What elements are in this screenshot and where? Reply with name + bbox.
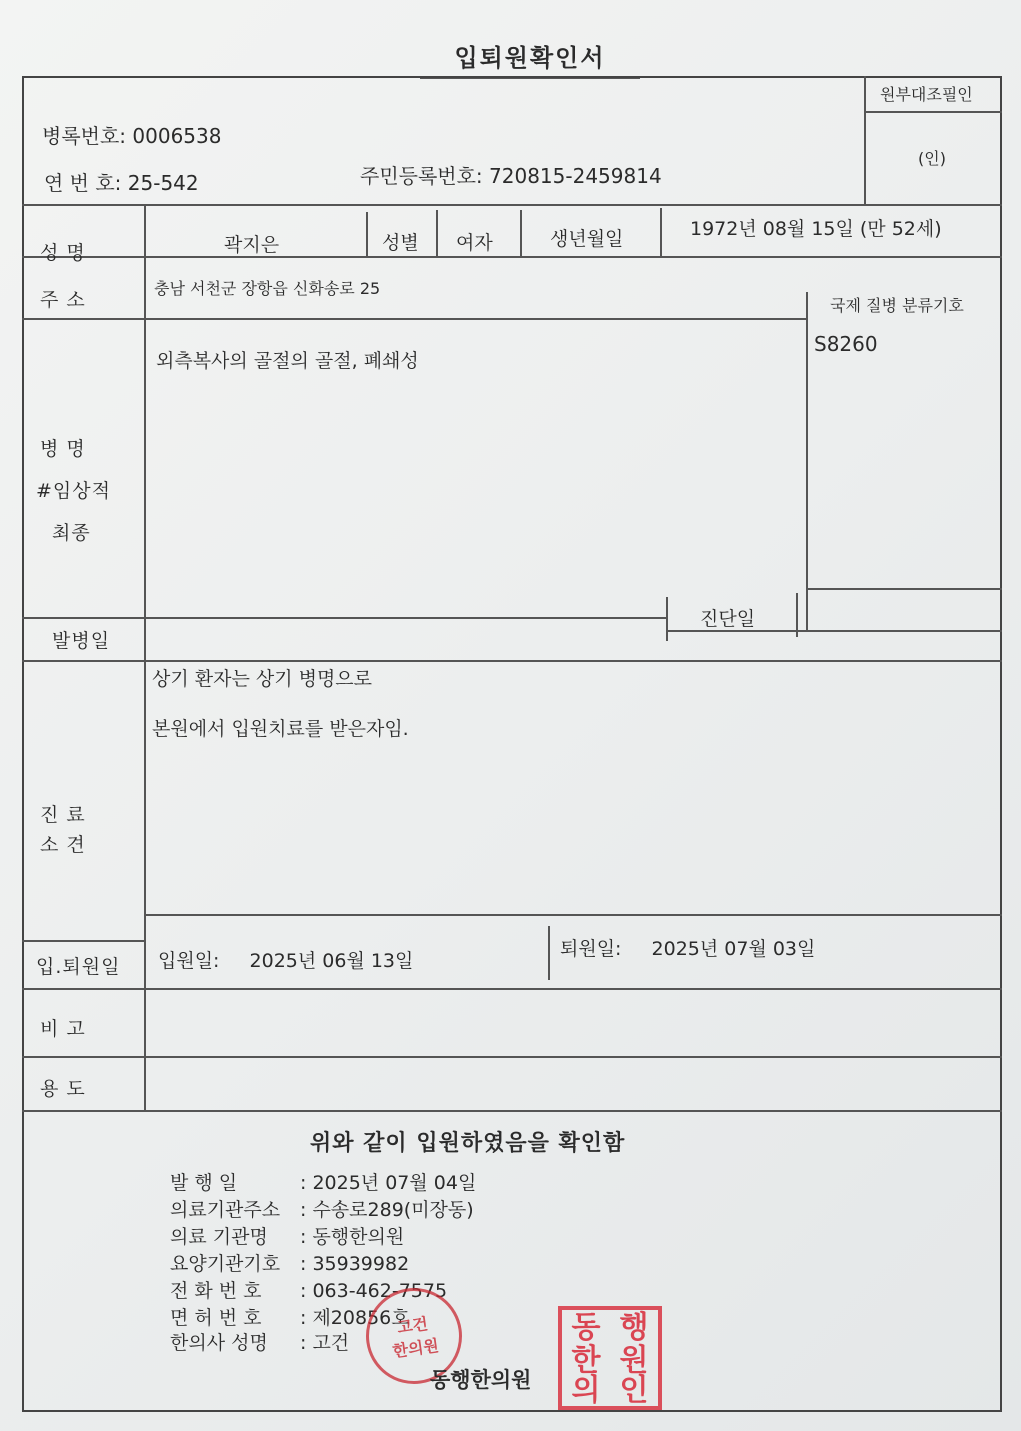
issuer-row-value: 고건 [312, 1332, 350, 1354]
address-value: 충남 서천군 장항읍 신화송로 25 [154, 279, 381, 298]
issuer-row-6: 한의사 성명 : 고건 [170, 1328, 349, 1355]
confirmation-statement: 위와 같이 입원하였음을 확인함 [310, 1131, 626, 1156]
record-number-value: 0006538 [132, 124, 222, 148]
serial-number [44, 167, 199, 196]
admit-value: 2025년 06월 13일 [249, 950, 414, 972]
stamp-box-mark: (인) [918, 149, 946, 168]
issuer-row-label: 면 허 번 호 [170, 1307, 262, 1329]
icd-label: 국제 질병 분류기호 [830, 296, 964, 315]
doctor-seal: 고건 한의원 [360, 1282, 468, 1390]
diagnosis-date-label: 진단일 [700, 608, 756, 630]
opinion-label-2: 소 견 [40, 834, 86, 856]
dob-label: 생년월일 [550, 228, 624, 250]
discharge-value: 2025년 07월 03일 [651, 938, 816, 960]
icd-value: S8260 [814, 332, 878, 356]
issuer-row-1: 의료기관주소 : 수송로289(미장동) [170, 1195, 474, 1222]
issuer-row-label: 발 행 일 [170, 1172, 238, 1194]
issuer-row-label: 의료 기관명 [170, 1226, 268, 1248]
opinion-label-1: 진 료 [40, 804, 86, 826]
issuer-row-3: 요양기관기호 : 35939982 [170, 1249, 409, 1276]
issuer-row-5: 면 허 번 호 : 제20856호 [170, 1303, 410, 1330]
discharge-label: 퇴원일: [560, 938, 622, 960]
issuer-row-value: 제20856호 [312, 1307, 410, 1329]
sex-label: 성별 [382, 232, 419, 254]
issuer-row-2: 의료 기관명 : 동행한의원 [170, 1222, 404, 1249]
remarks-label: 비 고 [40, 1018, 86, 1040]
stay-label: 입.퇴원일 [36, 956, 121, 978]
issuer-row-label: 요양기관기호 [170, 1253, 281, 1275]
issuer-row-label: 전 화 번 호 [170, 1280, 262, 1302]
issuer-row-label: 한의사 성명 [170, 1332, 268, 1354]
issuer-row-0: 발 행 일 : 2025년 07월 04일 [170, 1168, 476, 1195]
resident-number-value: 720815-2459814 [489, 164, 662, 188]
record-number-label: 병록번호: [42, 124, 127, 148]
diagnosis-label: 병 명 [40, 438, 86, 460]
issuer-row-4: 전 화 번 호 : 063-462-7575 [170, 1276, 447, 1303]
sex-value: 여자 [456, 232, 493, 254]
name-label: 성 명 [40, 242, 86, 264]
diagnosis-value: 외측복사의 골절의 골절, 폐쇄성 [156, 350, 419, 372]
diagnosis-final-label: 최종 [52, 522, 91, 544]
discharge-date [560, 934, 815, 961]
document-title: 입퇴원확인서 [420, 38, 640, 79]
opinion-line-2: 본원에서 입원치료를 받은자임. [152, 718, 409, 740]
issuer-row-label: 의료기관주소 [170, 1199, 281, 1221]
issuer-row-value: 수송로289(미장동) [312, 1199, 474, 1221]
dob-value: 1972년 08월 15일 (만 52세) [690, 218, 942, 240]
serial-number-label: 연 번 호: [44, 171, 122, 195]
serial-number-value: 25-542 [127, 171, 199, 195]
resident-number [360, 160, 662, 189]
opinion-line-1: 상기 환자는 상기 병명으로 [152, 668, 373, 690]
clinic-signature-name: 동행한의원 [430, 1368, 532, 1392]
issuer-row-value: 2025년 07월 04일 [312, 1172, 477, 1194]
name-value: 곽지은 [224, 234, 280, 256]
purpose-label: 용 도 [40, 1078, 86, 1100]
onset-label: 발병일 [52, 630, 111, 652]
admit-label: 입원일: [158, 950, 220, 972]
resident-number-label: 주민등록번호: [360, 164, 483, 188]
issuer-row-value: 063-462-7575 [312, 1280, 448, 1302]
issuer-row-value: 동행한의원 [312, 1226, 405, 1248]
record-number [42, 120, 221, 149]
stamp-box-label: 원부대조필인 [880, 85, 973, 104]
address-label: 주 소 [40, 289, 86, 311]
issuer-row-value: 35939982 [312, 1253, 410, 1275]
diagnosis-clinical-label: #임상적 [36, 480, 111, 502]
clinic-seal: 동 행 한의 원인 [558, 1306, 662, 1410]
admit-date [158, 946, 413, 973]
